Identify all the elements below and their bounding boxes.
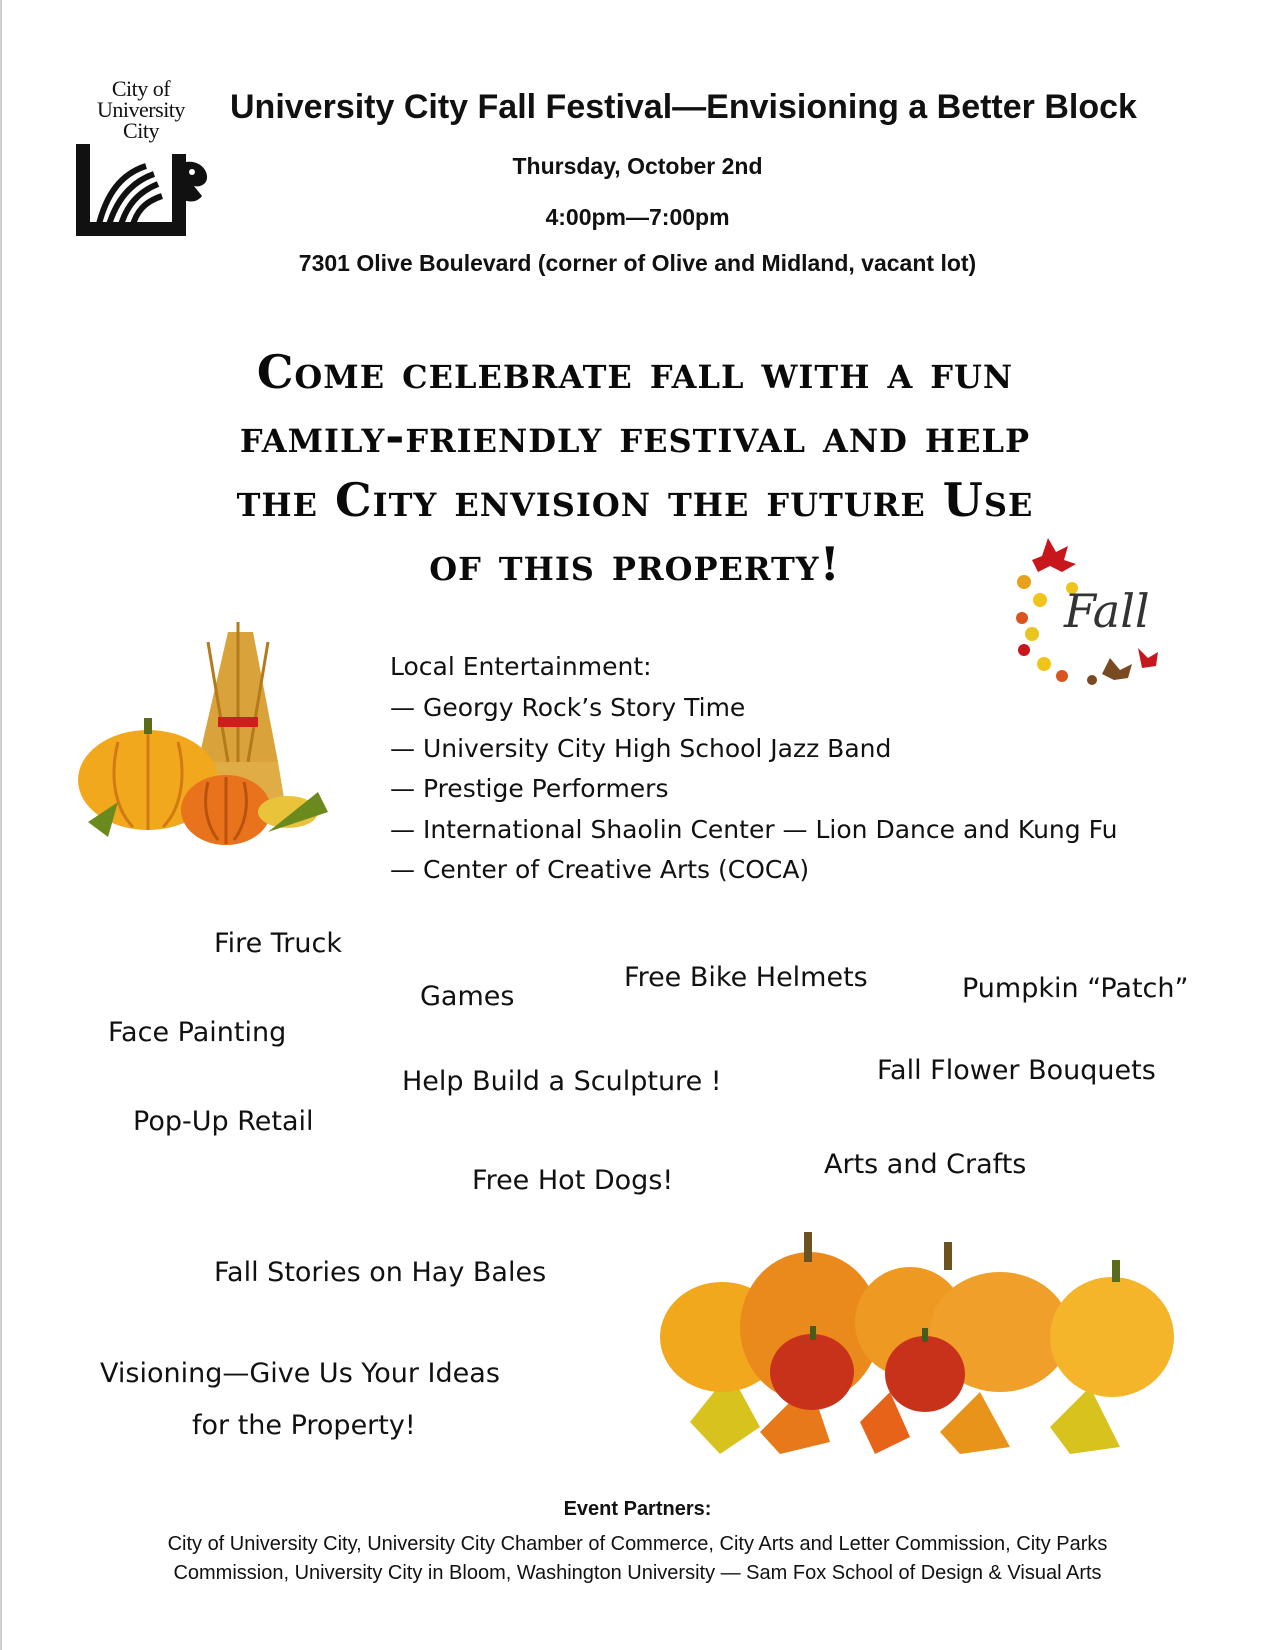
activity-fall-stories: Fall Stories on Hay Bales [214,1257,547,1288]
logo-text [76,78,206,141]
page-edge [0,0,2,1650]
entertainment-item: — International Shaolin Center — Lion Dance and Kung Fu [390,814,1118,844]
partners-title: Event Partners: [563,1498,712,1520]
activity-arts-and-crafts: Arts and Crafts [824,1149,1027,1180]
pumpkins-icon [660,1222,1180,1454]
partners-line-2: Commission, University City in Bloom, Washington University — Sam Fox School of Design & Visual Arts [173,1562,1102,1584]
entertainment-list [390,646,1210,891]
fall-badge-text: Fall [1064,584,1150,638]
activity-free-hot-dogs: Free Hot Dogs! [472,1165,674,1196]
activity-visioning-line-1: Visioning—Give Us Your Ideas [100,1358,500,1389]
activity-games: Games [420,981,515,1012]
logo-line-2: University [97,97,185,122]
wheat-pumpkins-illustration [78,612,338,852]
event-location: 7301 Olive Boulevard (corner of Olive and Midland, vacant lot) [298,250,977,276]
entertainment-title: Local Entertainment: [390,652,652,681]
headline-line-4: of this property! [429,537,841,591]
event-time: 4:00pm—7:00pm [545,204,730,230]
activity-visioning-line-2: for the Property! [192,1410,416,1441]
event-date: Thursday, October 2nd [512,153,763,179]
headline-line-1: Come celebrate fall with a fun [256,345,1014,399]
activity-fire-truck: Fire Truck [214,928,342,959]
activity-fall-flower-bouquets: Fall Flower Bouquets [877,1055,1156,1086]
headline-line-2: family-friendly festival and help [239,409,1031,463]
logo-line-1: City of [111,76,171,101]
entertainment-item: — Georgy Rock’s Story Time [390,693,746,722]
entertainment-item: — Prestige Performers [390,774,669,803]
activity-help-build-sculpture: Help Build a Sculpture ! [402,1066,722,1097]
entertainment-item: — University City High School Jazz Band [390,733,892,763]
wheat-pumpkin-icon [78,612,338,852]
headline-line-3: the City envision the future Use [236,473,1034,527]
pumpkins-illustration [660,1222,1180,1454]
activity-free-bike-helmets: Free Bike Helmets [624,962,868,993]
entertainment-item: — Center of Creative Arts (COCA) [390,855,810,884]
partners-list [90,1530,1185,1588]
activity-face-painting: Face Painting [108,1017,287,1048]
logo-line-3: City [123,118,159,143]
activity-pop-up-retail: Pop-Up Retail [133,1106,314,1137]
partners-line-1: City of University City, University City Chamber of Commerce, City Arts and Letter Commission, City Parks [167,1533,1108,1555]
activity-pumpkin-patch: Pumpkin “Patch” [962,973,1189,1004]
page-title: University City Fall Festival—Envisioning a Better Block [230,88,1137,126]
